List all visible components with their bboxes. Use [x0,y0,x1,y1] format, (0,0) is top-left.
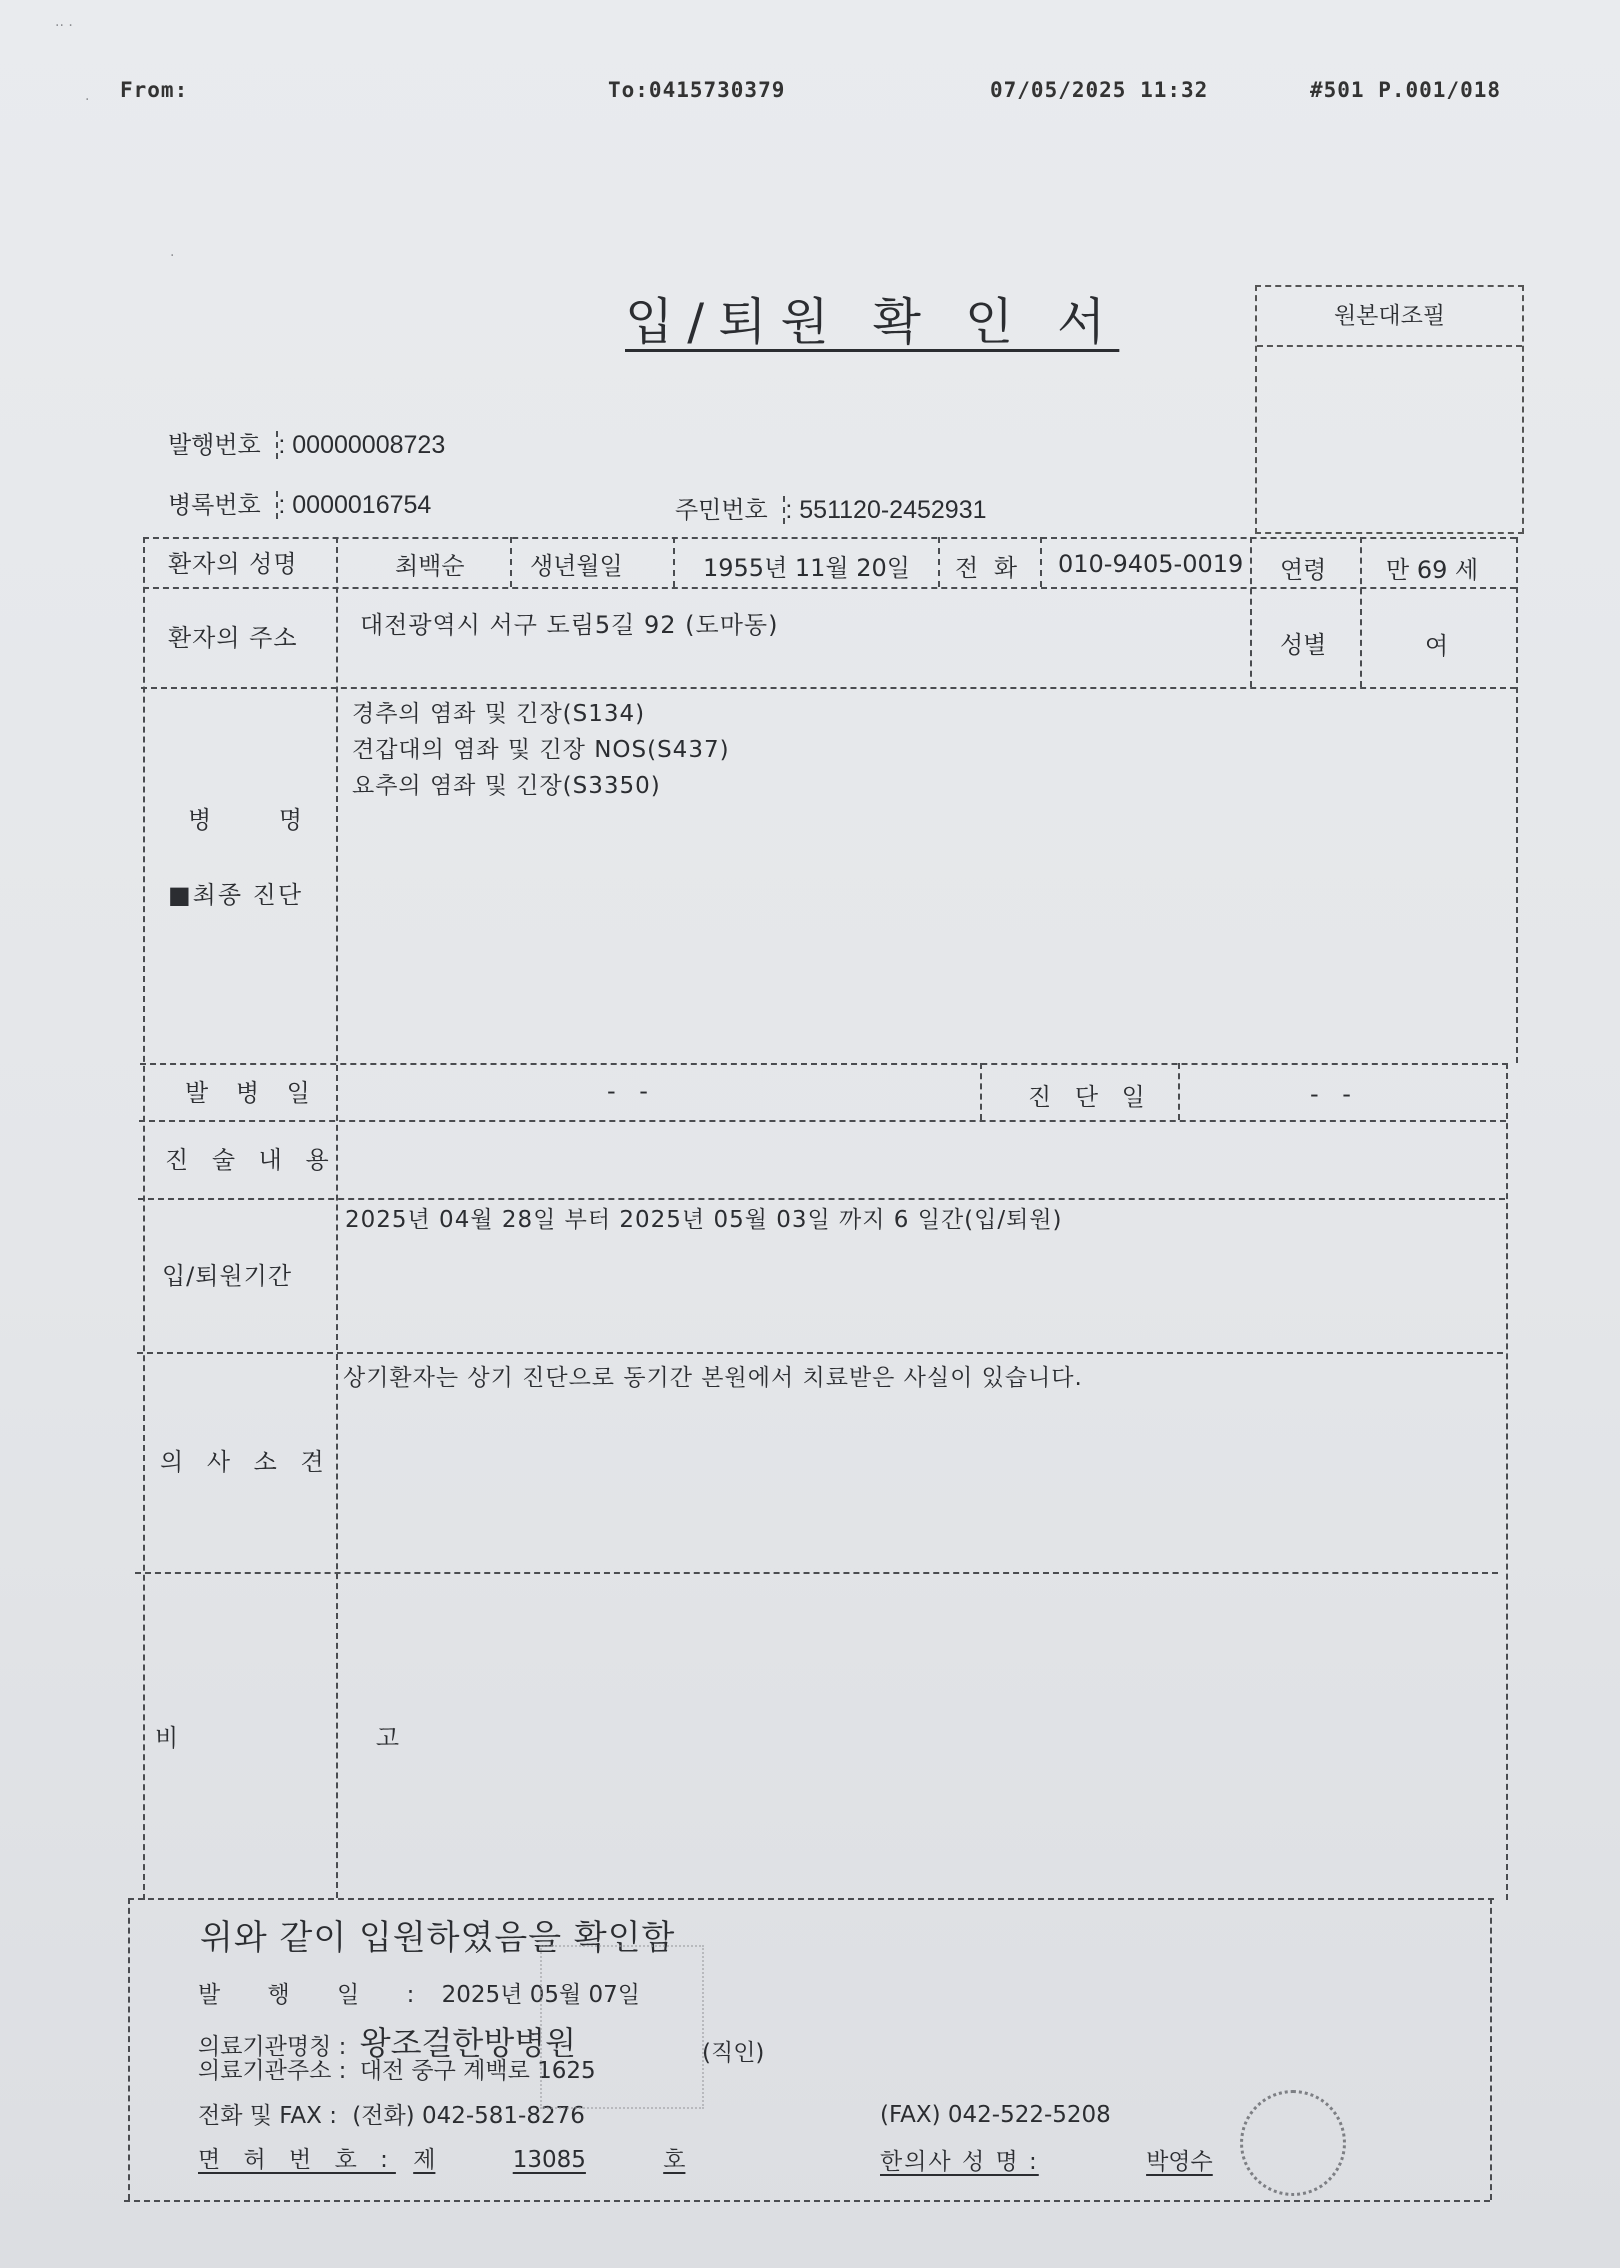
period-label: 입/퇴원기간 [162,1262,293,1290]
statement-label: 진 술 내 용 [165,1146,337,1174]
diagnosis-date-label: 진 단 일 [1028,1083,1153,1111]
phone-label: 전 화 [955,554,1021,582]
scan-speck: ·· · [55,18,73,34]
doctor-label: 한의사 성 명 : [880,2149,1039,2175]
doctor-row [880,2143,1213,2176]
issue-number [168,425,445,460]
fax-from: From: [120,78,189,102]
sex-label: 성별 [1280,631,1327,659]
final-diagnosis-label: ■최종 진단 [168,881,304,909]
tel-value: (전화) 042-581-8276 [352,2103,585,2129]
resident-number-value: : 551120-2452931 [785,496,987,524]
document-title: 입/퇴원 확 인 서 [625,293,1120,351]
remarks-label: 비 고 [155,1724,494,1752]
license-label: 면 허 번 호 : [198,2147,396,2173]
diagnosis-list [352,696,730,804]
diagnosis-date-value: - - [1310,1080,1359,1108]
issue-date-value: 2025년 05월 07일 [441,1982,640,2008]
original-verification-box [1255,285,1524,534]
fax-value: (FAX) 042-522-5208 [880,2102,1111,2128]
resident-number [675,490,987,525]
institution-address-row [198,2052,596,2085]
record-number [168,485,431,520]
address-label: 환자의 주소 [168,624,298,652]
doctor-seal-stamp [1240,2090,1346,2196]
institution-name-label: 의료기관명칭 : [198,2034,347,2060]
phone-number: 010-9405-0019 [1058,550,1244,578]
patient-name: 최백순 [395,552,465,580]
tel-label: 전화 및 FAX : [198,2103,337,2129]
fax-to: To:0415730379 [608,78,786,102]
onset-label: 발 병 일 [185,1079,320,1107]
diagnosis-item: 경추의 염좌 및 긴장(S134) [352,701,646,727]
issue-date-label: 발 행 일 : [198,1982,435,2008]
confirmation-statement: 위와 같이 입원하였음을 확인함 [200,1918,676,1958]
address-value: 대전광역시 서구 도림5길 92 (도마동) [360,611,779,639]
institution-address: 대전 중구 계백로 1625 [359,2058,596,2084]
scan-speck: · [85,92,90,108]
original-stamp-label: 원본대조필 [1257,287,1522,347]
license-suffix: 호 [663,2147,686,2173]
record-number-label: 병록번호 [168,491,261,519]
opinion-label: 의 사 소 견 [160,1448,332,1476]
tel-row [198,2097,585,2130]
patient-name-label: 환자의 성명 [168,550,298,578]
fax-page: #501 P.001/018 [1310,78,1502,102]
scan-speck: · [170,248,175,264]
age-value: 만 69 세 [1386,556,1479,584]
issue-number-value: : 00000008723 [278,431,446,459]
hospital-seal-stamp [540,1945,704,2109]
diagnosis-item: 요추의 염좌 및 긴장(S3350) [352,773,661,799]
license-number: 13085 [512,2147,586,2173]
issue-number-label: 발행번호 [168,431,261,459]
record-number-value: : 0000016754 [278,491,432,519]
institution-address-label: 의료기관주소 : [198,2058,347,2084]
institution-name: 왕조걸한방병원 [359,2024,577,2062]
birth-label: 생년월일 [530,552,623,580]
period-value: 2025년 04월 28일 부터 2025년 05월 03일 까지 6 일간(입/퇴원) [345,1207,1063,1233]
license-prefix: 제 [413,2147,436,2173]
onset-value: - - [607,1077,656,1105]
sex-value: 여 [1425,632,1449,660]
birth-date: 1955년 11월 20일 [703,554,910,582]
diagnosis-label: 병 명 [188,806,332,834]
resident-number-label: 주민번호 [675,496,768,524]
opinion-value: 상기환자는 상기 진단으로 동기간 본원에서 치료받은 사실이 있습니다. [343,1365,1083,1391]
age-label: 연령 [1280,556,1327,584]
diagnosis-item: 견갑대의 염좌 및 긴장 NOS(S437) [352,737,730,763]
fax-datetime: 07/05/2025 11:32 [990,78,1209,102]
license-row [198,2141,685,2174]
doctor-name: 박영수 [1146,2149,1213,2175]
seal-note: (직인) [702,2040,765,2066]
